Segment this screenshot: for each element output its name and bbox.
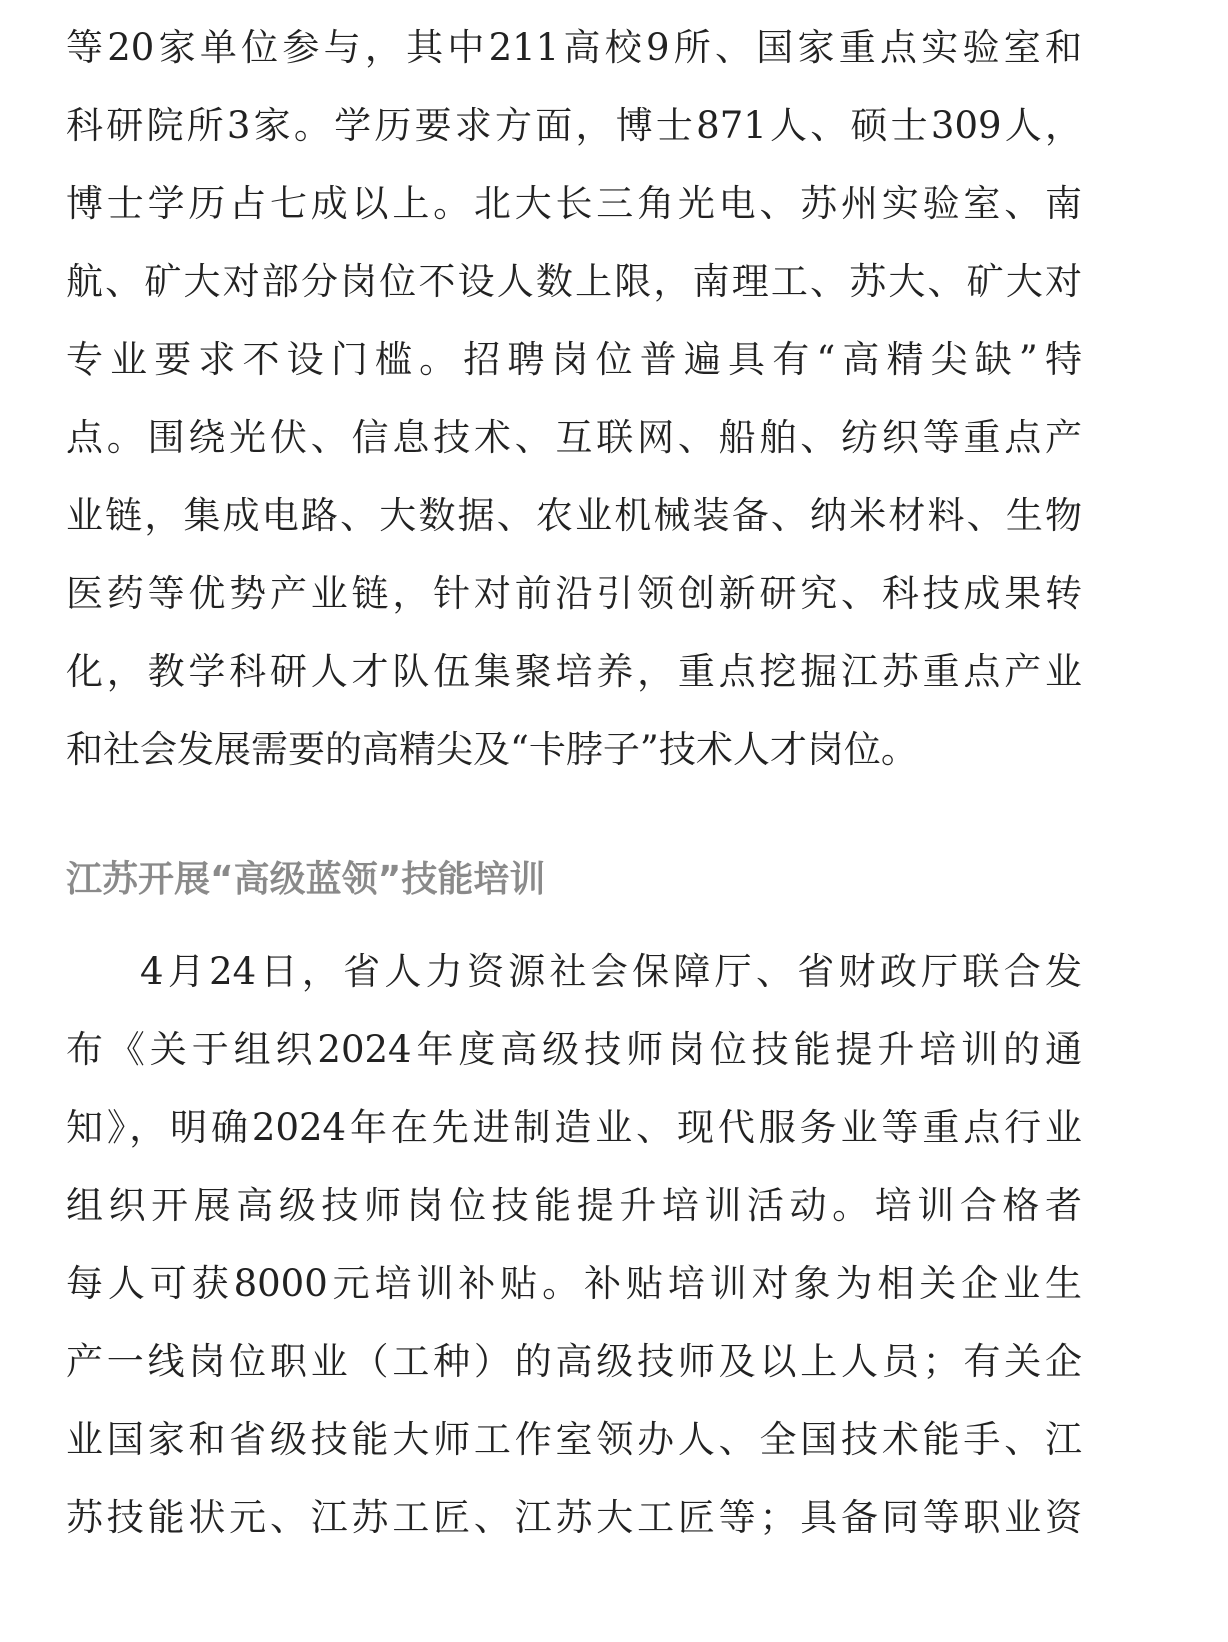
paragraph2-line-7: 业国家和省级技能大师工作室领办人、全国技术能手、江	[66, 1418, 1082, 1461]
paragraph1-line-8: 医药等优势产业链，针对前沿引领创新研究、科技成果转	[66, 572, 1082, 615]
paragraph1-line-7: 业链，集成电路、大数据、农业机械装备、纳米材料、生物	[66, 494, 1082, 537]
paragraph2-line-6: 产一线岗位职业（工种）的高级技师及以上人员；有关企	[66, 1340, 1082, 1383]
paragraph2-line-3: 知》，明确2024年在先进制造业、现代服务业等重点行业	[66, 1106, 1082, 1149]
section-heading: 江苏开展“高级蓝领”技能培训	[66, 859, 546, 900]
paragraph2-line-2: 布《关于组织2024年度高级技师岗位技能提升培训的通	[66, 1028, 1082, 1071]
paragraph2-line-4: 组织开展高级技师岗位技能提升培训活动。培训合格者	[66, 1184, 1082, 1227]
paragraph1-line-5: 专业要求不设门槛。招聘岗位普遍具有“高精尖缺”特	[66, 338, 1082, 381]
paragraph1-line-6: 点。围绕光伏、信息技术、互联网、船舶、纺织等重点产	[66, 416, 1082, 459]
paragraph1-line-3: 博士学历占七成以上。北大长三角光电、苏州实验室、南	[66, 182, 1082, 225]
paragraph2-line-5: 每人可获8000元培训补贴。补贴培训对象为相关企业生	[66, 1262, 1082, 1305]
paragraph1-line-4: 航、矿大对部分岗位不设人数上限，南理工、苏大、矿大对	[66, 260, 1082, 303]
paragraph1-line-2: 科研院所3家。学历要求方面，博士871人、硕士309人，	[66, 104, 1082, 147]
paragraph1-line-9: 化，教学科研人才队伍集聚培养，重点挖掘江苏重点产业	[66, 650, 1082, 693]
paragraph2-line-1: 4月24日，省人力资源社会保障厅、省财政厅联合发	[140, 950, 1082, 993]
paragraph1-line-1: 等20家单位参与，其中211高校9所、国家重点实验室和	[66, 26, 1082, 69]
paragraph2-line-8: 苏技能状元、江苏工匠、江苏大工匠等；具备同等职业资	[66, 1496, 1082, 1539]
paragraph1-line-10: 和社会发展需要的高精尖及“卡脖子”技术人才岗位。	[66, 728, 918, 771]
